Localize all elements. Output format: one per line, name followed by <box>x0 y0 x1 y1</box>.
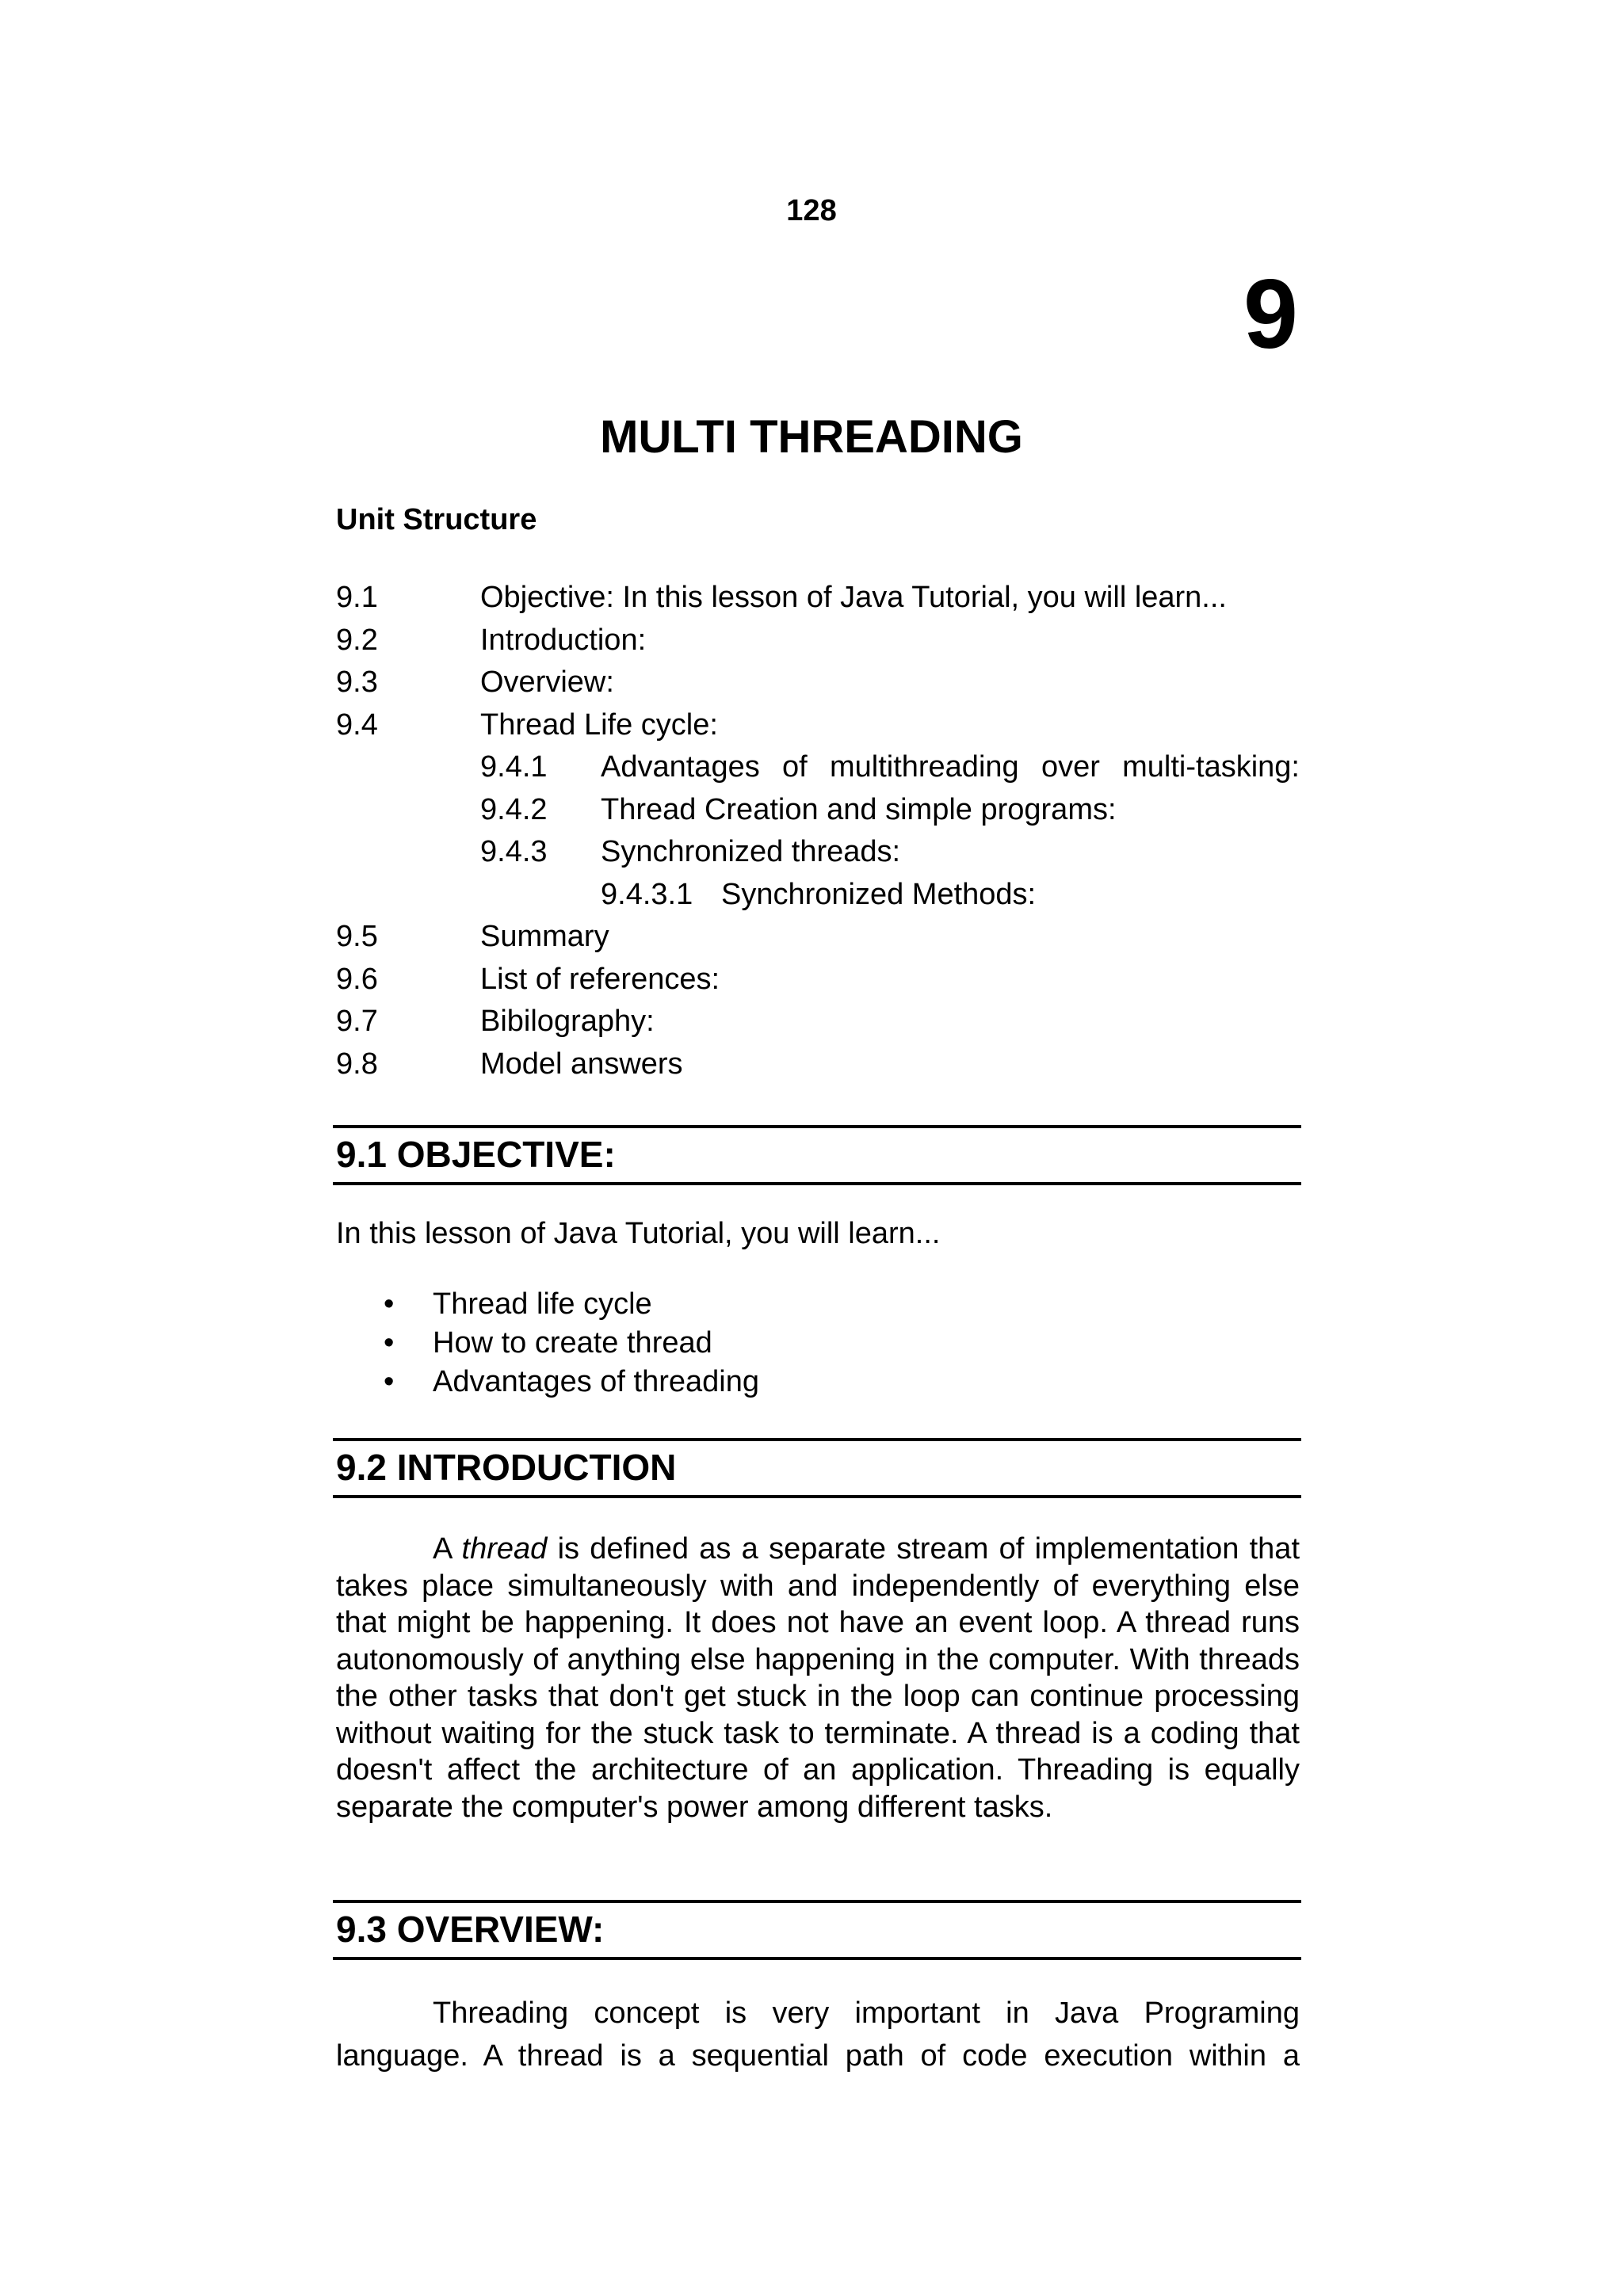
toc-item <box>336 662 1300 704</box>
bullet-icon: • <box>384 1287 395 1321</box>
page-number: 128 <box>786 194 837 227</box>
toc-item-number: 9.4.3.1 <box>601 877 693 911</box>
toc-item-label: Advantages of multithreading over multi-tasking: <box>601 750 1300 784</box>
list-item <box>336 1285 1300 1324</box>
overview-heading: 9.3 OVERVIEW: <box>333 1900 1301 1960</box>
toc-item <box>336 831 1300 874</box>
toc-item-label: Model answers <box>480 1047 683 1081</box>
introduction-heading: 9.2 INTRODUCTION <box>333 1438 1301 1498</box>
toc-item-number: 9.3 <box>336 666 378 699</box>
toc-item <box>336 620 1300 662</box>
toc-item-label: Introduction: <box>480 623 647 657</box>
toc-item <box>336 789 1300 832</box>
toc-item <box>336 746 1300 789</box>
list-item <box>336 1324 1300 1363</box>
toc-item-label: Synchronized threads: <box>601 835 901 868</box>
toc-item-number: 9.4.3 <box>480 835 548 868</box>
unit-structure-label: Unit Structure <box>336 503 537 536</box>
list-item-text: Thread life cycle <box>433 1287 652 1321</box>
toc-item <box>336 959 1300 1001</box>
toc-item <box>336 874 1300 917</box>
overview-paragraph: Threading concept is very important in Java Programing language. A thread is a sequential path of code execution within a <box>336 1997 1300 2073</box>
toc-item-number: 9.2 <box>336 623 378 657</box>
objective-bullet-list <box>336 1285 1300 1402</box>
list-item-text: How to create thread <box>433 1326 712 1360</box>
list-item <box>336 1363 1300 1402</box>
toc-item-number: 9.4 <box>336 707 378 742</box>
toc-item-label: Synchronized Methods: <box>721 877 1037 911</box>
toc-item <box>336 704 1300 747</box>
chapter-title: MULTI THREADING <box>600 411 1023 463</box>
toc-item <box>336 1001 1300 1043</box>
intro-para-start: A <box>433 1532 462 1566</box>
unit-structure-list <box>336 577 1300 1085</box>
list-item-text: Advantages of threading <box>433 1365 759 1398</box>
toc-item-label: Overview: <box>480 666 614 699</box>
introduction-paragraph <box>336 1531 1300 1825</box>
toc-item-label: Summary <box>480 920 609 953</box>
toc-item-label: Thread Life cycle: <box>480 707 718 742</box>
objective-heading: 9.1 OBJECTIVE: <box>333 1125 1301 1185</box>
toc-item-label: Thread Creation and simple programs: <box>601 792 1117 826</box>
bullet-icon: • <box>384 1365 395 1398</box>
intro-para-rest: is defined as a separate stream of implementation that takes place simultaneously with and independently of everything else that might be happening. It does not have an event loop. A thread runs autonomously of anything else happening in the computer. With threads the other tasks that don't get stuck in the loop can continue processing without waiting for the stuck task to terminate. A thread is a coding that doesn't affect the architecture of an application. Threading is equally separate the computer's power among different tasks. <box>336 1532 1300 1824</box>
toc-item-number: 9.1 <box>336 581 378 614</box>
bullet-icon: • <box>384 1326 395 1360</box>
toc-item-label: List of references: <box>480 962 720 996</box>
toc-item <box>336 916 1300 959</box>
toc-item-number: 9.5 <box>336 920 378 953</box>
chapter-number: 9 <box>1243 260 1298 369</box>
toc-item-label: Bibilography: <box>480 1005 655 1038</box>
toc-item <box>336 577 1300 620</box>
toc-item <box>336 1043 1300 1086</box>
toc-item-number: 9.4.1 <box>480 750 548 784</box>
intro-para-italic: thread <box>461 1532 548 1566</box>
toc-item-label: Objective: In this lesson of Java Tutorial, you will learn... <box>480 581 1227 614</box>
toc-item-number: 9.7 <box>336 1005 378 1038</box>
toc-item-number: 9.4.2 <box>480 792 548 826</box>
toc-item-number: 9.8 <box>336 1047 378 1081</box>
objective-intro: In this lesson of Java Tutorial, you will learn... <box>336 1217 941 1250</box>
toc-item-number: 9.6 <box>336 962 378 996</box>
